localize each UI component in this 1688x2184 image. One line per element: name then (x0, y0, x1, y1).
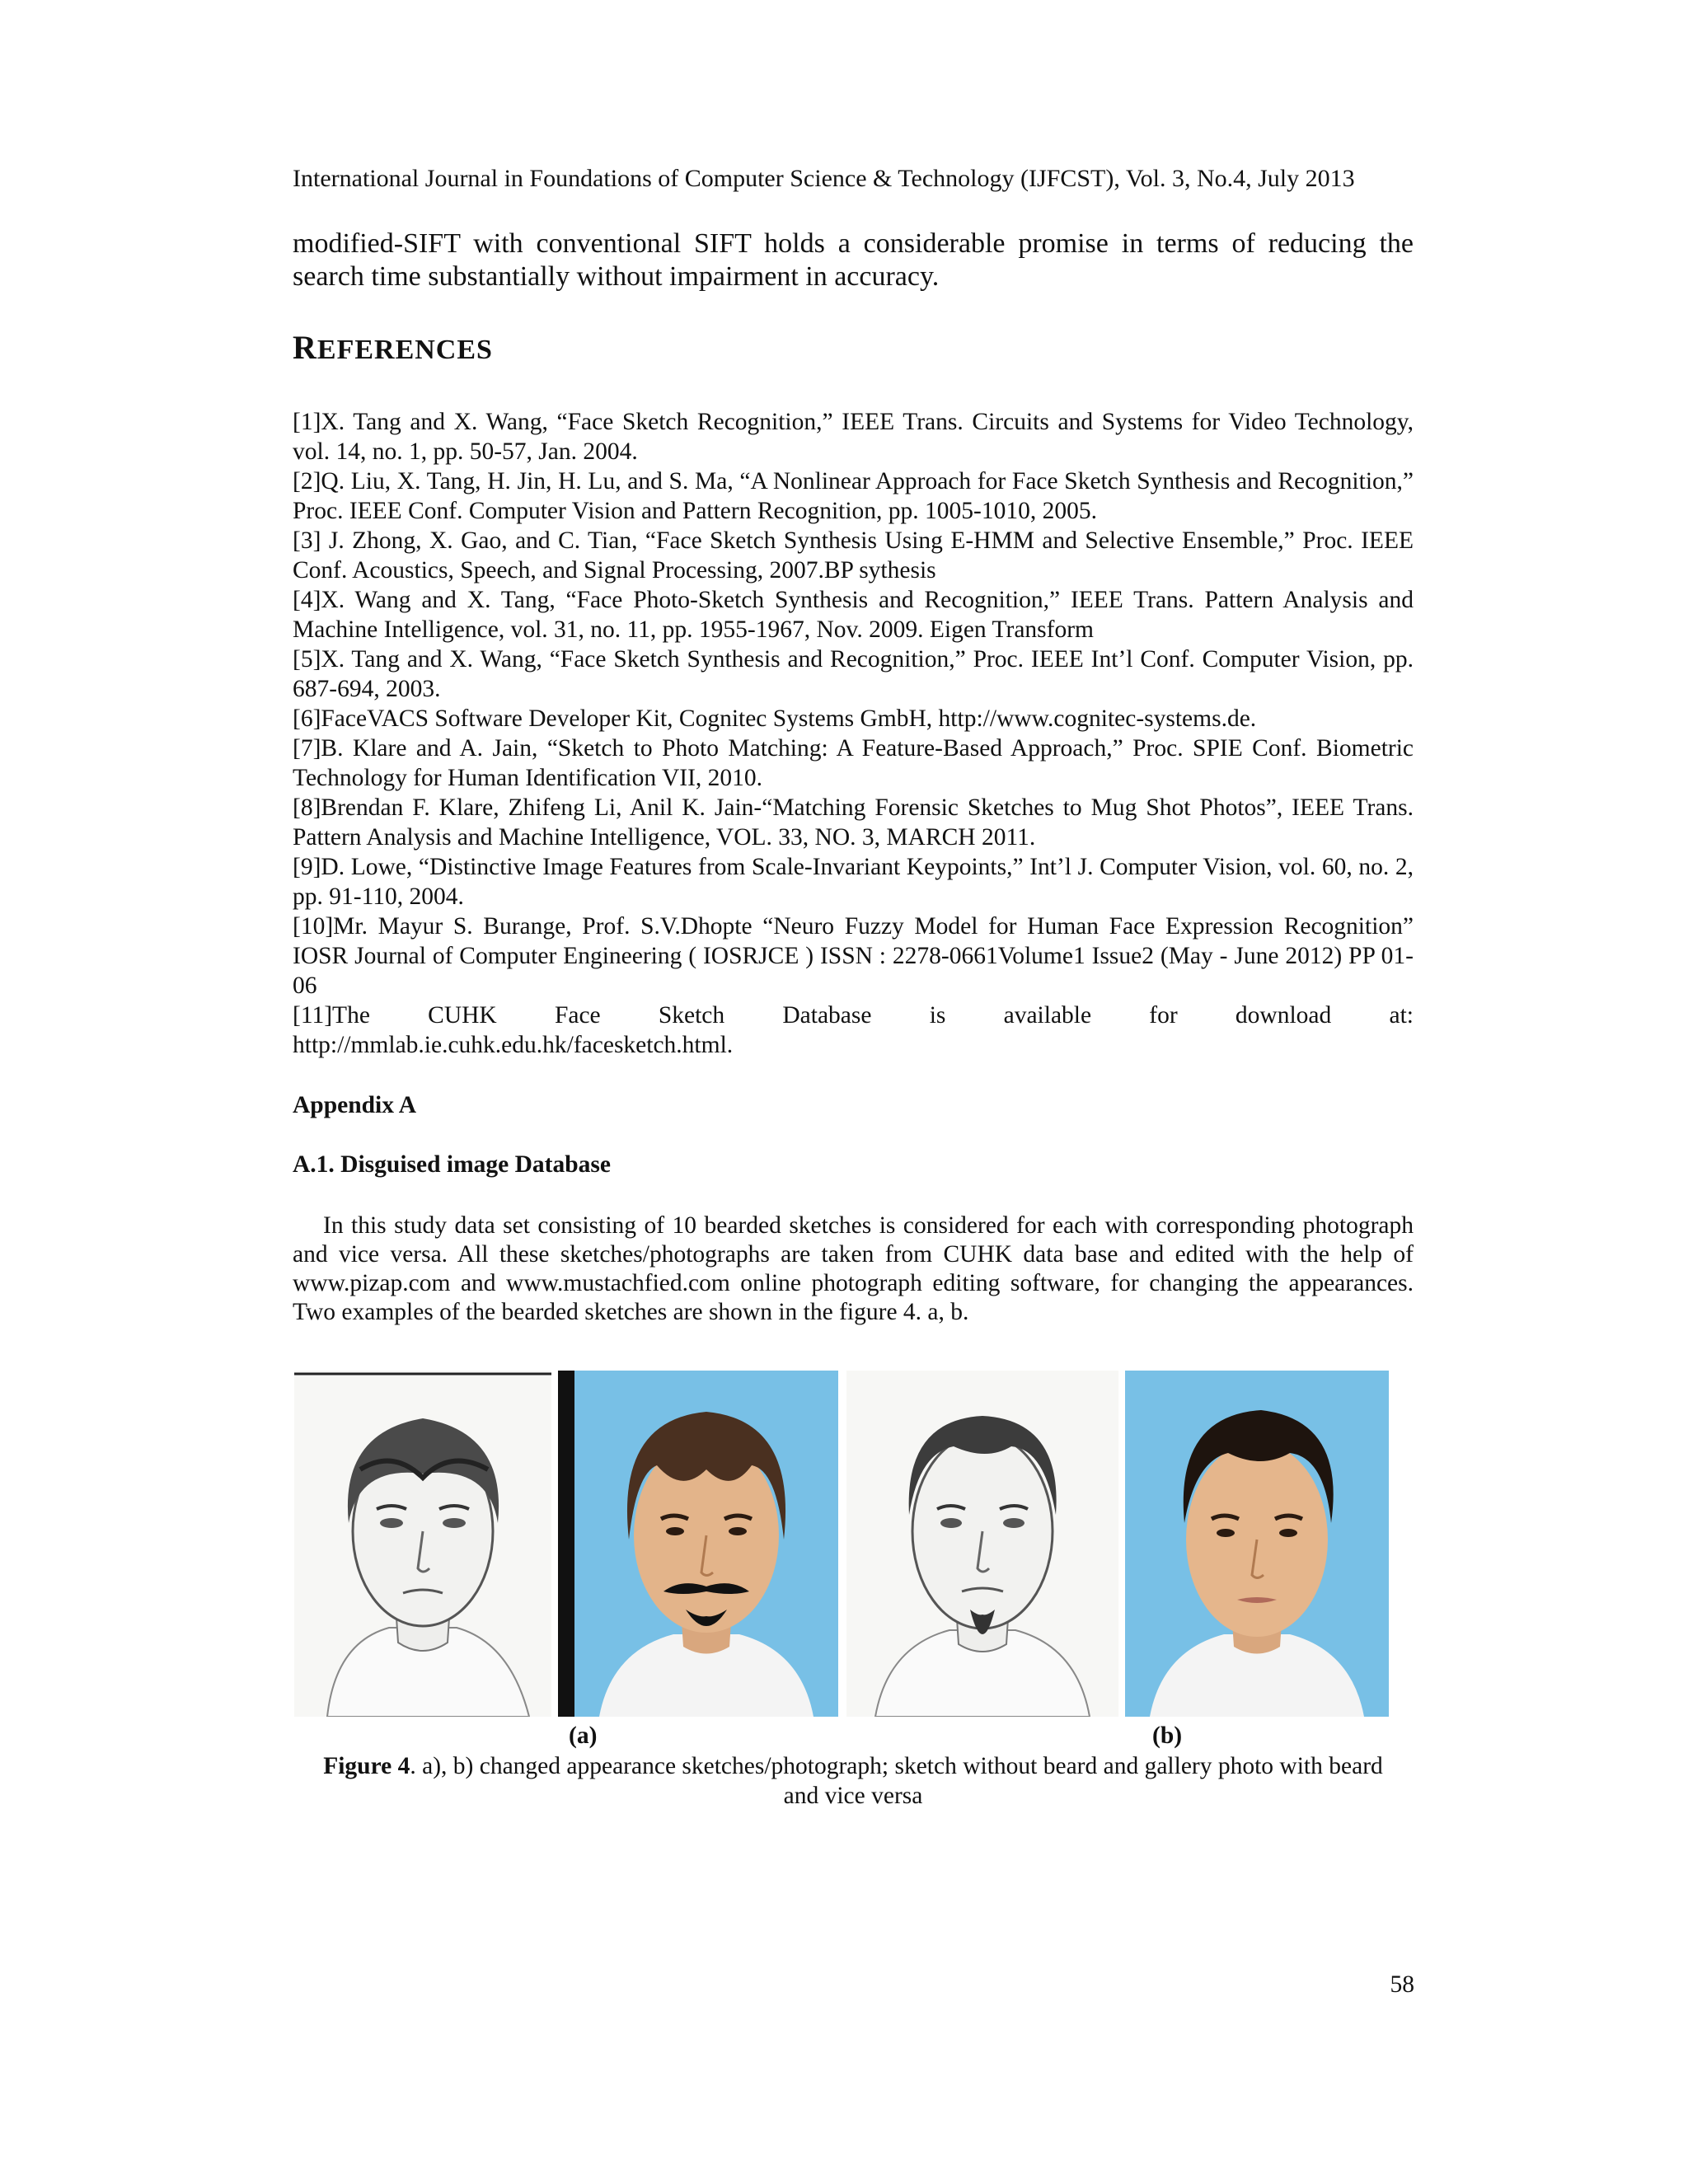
reference-item: [3] J. Zhong, X. Gao, and C. Tian, “Face Sketch Synthesis Using E-HMM and Selective Ensemble,” Proc. IEEE Conf. Acoustics, Speech, and Signal Processing, 2007.BP sythesis (293, 527, 1414, 583)
reference-item: [4]X. Wang and X. Tang, “Face Photo-Sketch Synthesis and Recognition,” IEEE Trans. Pattern Analysis and Machine Intelligence, vol. 31, no. 11, pp. 1955-1967, Nov. 2009. Eigen Transform (293, 587, 1414, 643)
reference-11-first-line (293, 1001, 1414, 1030)
photo-panel-b (1125, 1371, 1389, 1717)
sketch-panel-b (846, 1371, 1118, 1717)
reference-item: [8]Brendan F. Klare, Zhifeng Li, Anil K. Jain-“Matching Forensic Sketches to Mug Shot Photos”, IEEE Trans. Pattern Analysis and Machine Intelligence, VOL. 33, NO. 3, MARCH 2011. (293, 794, 1414, 851)
reference-item: [9]D. Lowe, “Distinctive Image Features from Scale-Invariant Keypoints,” Int’l J. Computer Vision, vol. 60, no. 2, pp. 91-110, 2004. (293, 854, 1414, 910)
page-number: 58 (1390, 1971, 1414, 1998)
journal-header: International Journal in Foundations of Computer Science & Technology (IJFCST), Vol. 3, No.4, July 2013 (293, 165, 1355, 192)
references-heading-rest: EFERENCES (316, 335, 493, 365)
reference-11-word: Face (554, 1002, 601, 1029)
reference-11-word: download (1235, 1002, 1332, 1029)
intro-paragraph: modified-SIFT with conventional SIFT holds a considerable promise in terms of reducing the search time substantially without impairment in accuracy. (293, 228, 1414, 292)
sketch-face-illustration (846, 1371, 1118, 1717)
reference-item: [6]FaceVACS Software Developer Kit, Cognitec Systems GmbH, http://www.cognitec-systems.de. (293, 705, 1257, 732)
section-heading: A.1. Disguised image Database (293, 1151, 611, 1178)
reference-item: [10]Mr. Mayur S. Burange, Prof. S.V.Dhopte “Neuro Fuzzy Model for Human Face Expression Recognition” IOSR Journal of Computer Engineering ( IOSRJCE ) ISSN : 2278-0661Volume1 Issue2 (May - June 2012) PP 01-06 (293, 913, 1414, 999)
sketch-panel-a (294, 1371, 551, 1717)
reference-item: [5]X. Tang and X. Wang, “Face Sketch Synthesis and Recognition,” Proc. IEEE Int’l Conf. Computer Vision, pp. 687-694, 2003. (293, 646, 1414, 702)
figure-label-b: (b) (1152, 1722, 1183, 1749)
figure-label-a: (a) (569, 1722, 598, 1749)
reference-11-url: http://mmlab.ie.cuhk.edu.hk/facesketch.html. (293, 1032, 734, 1058)
body-paragraph: In this study data set consisting of 10 bearded sketches is considered for each with corresponding photograph and vice versa. All these sketches/photographs are taken from CUHK data base and edited with the help of www.pizap.com and www.mustachfied.com online photograph editing software, for changing the appearances. Two examples of the bearded sketches are shown in the figure 4. a, b. (293, 1212, 1414, 1325)
figure-caption-label: Figure 4 (323, 1753, 410, 1779)
reference-11-word: [11]The (293, 1002, 370, 1029)
reference-item: [2]Q. Liu, X. Tang, H. Jin, H. Lu, and S. Ma, “A Nonlinear Approach for Face Sketch Synthesis and Recognition,” Proc. IEEE Conf. Computer Vision and Pattern Recognition, pp. 1005-1010, 2005. (293, 468, 1414, 524)
reference-11-word: for (1149, 1002, 1178, 1029)
reference-item: [1]X. Tang and X. Wang, “Face Sketch Recognition,” IEEE Trans. Circuits and Systems for Video Technology, vol. 14, no. 1, pp. 50-57, Jan. 2004. (293, 409, 1414, 465)
reference-11-word: CUHK (428, 1002, 497, 1029)
reference-11-word: available (1003, 1002, 1092, 1029)
references-heading-initial: R (293, 329, 317, 366)
figure-caption-text: . a), b) changed appearance sketches/photograph; sketch without beard and gallery photo with beard and vice versa (410, 1753, 1383, 1809)
references-heading (293, 328, 493, 367)
photo-face-illustration (1125, 1371, 1389, 1717)
figure-caption (317, 1751, 1389, 1811)
reference-item: [7]B. Klare and A. Jain, “Sketch to Photo Matching: A Feature-Based Approach,” Proc. SPIE Conf. Biometric Technology for Human Identification VII, 2010. (293, 735, 1414, 791)
panel-divider (558, 1371, 574, 1717)
reference-11-word: Database (782, 1002, 872, 1029)
figure-4 (293, 1371, 1389, 1721)
references-list (293, 407, 1414, 1060)
reference-11-word: is (929, 1002, 946, 1029)
photo-panel-a (574, 1371, 838, 1717)
figure-panel-labels (293, 1722, 1414, 1752)
reference-11-word: at: (1389, 1002, 1414, 1029)
photo-face-illustration (574, 1371, 838, 1717)
sketch-face-illustration (294, 1371, 551, 1717)
reference-11-word: Sketch (658, 1002, 725, 1029)
appendix-heading: Appendix A (293, 1092, 417, 1118)
reference-item-11 (293, 1001, 1414, 1060)
